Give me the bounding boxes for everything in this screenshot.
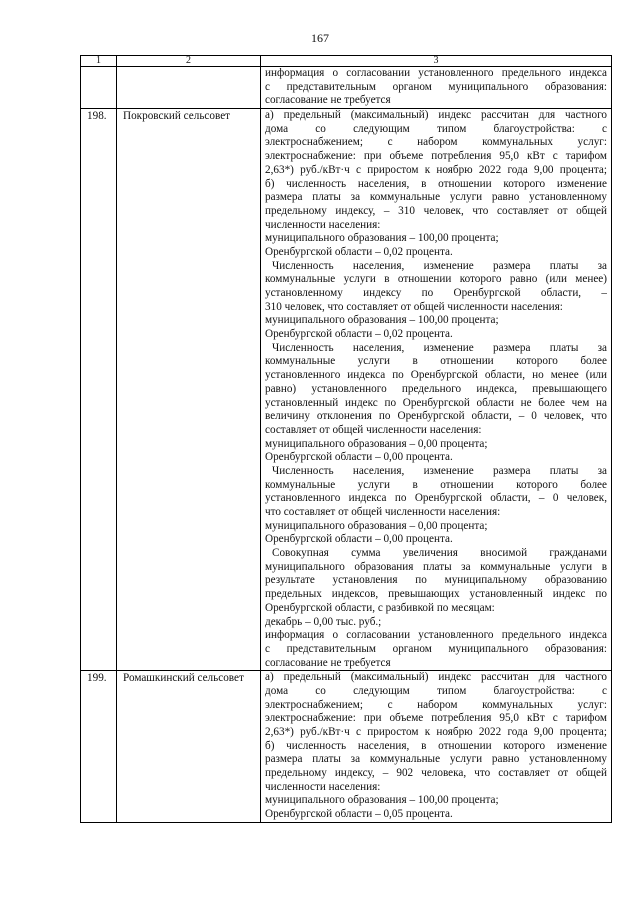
text-line: электроснабжение: при объеме потребления 95,0 кВт с тарифом	[265, 150, 607, 163]
text-line: дома со следующим типом благоустройства: с	[265, 122, 607, 135]
text-line: 2,63*) руб./кВт·ч с приростом к ноябрю 2022 года 9,00 процента;	[265, 163, 607, 176]
text-line: Оренбургской области – 0,02 процента.	[265, 245, 453, 258]
text-line: равно) установленного предельного индекса, превышающего	[265, 382, 607, 395]
text-line: информация о согласовании установленного предельного индекса	[265, 629, 607, 642]
table-header-row	[81, 56, 612, 67]
text-line: численности населения:	[265, 780, 381, 793]
text-line: предельному индексу, – 902 человека, что составляет от общей	[265, 767, 607, 780]
text-line: Оренбургской области – 0,00 процента.	[265, 533, 453, 546]
index-info-cell	[261, 67, 612, 109]
text-line: муниципального образования платы за коммунальные услуги в	[265, 560, 607, 573]
text-line: Совокупная сумма увеличения вносимой гражданами	[272, 547, 607, 560]
text-line: Оренбургской области – 0,02 процента.	[265, 328, 453, 341]
document-table	[80, 55, 612, 823]
text-line: Численность населения, изменение размера платы за	[272, 341, 607, 354]
table-row	[81, 67, 612, 109]
text-line: согласование не требуется	[265, 656, 391, 669]
text-line: дома со следующим типом благоустройства: с	[265, 684, 607, 697]
column-header: 1	[81, 56, 117, 67]
municipality-name: Покровский сельсовет	[117, 109, 261, 671]
text-line: размера платы за коммунальные услуги равно установленному	[265, 753, 607, 766]
text-line: с представительным органом муниципального образования:	[265, 642, 607, 655]
municipality-name	[117, 67, 261, 109]
text-line: информация о согласовании установленного предельного индекса	[265, 67, 607, 79]
text-line: Численность населения, изменение размера платы за	[272, 464, 607, 477]
text-line: Оренбургской области, с разбивкой по месяцам:	[265, 601, 495, 614]
text-line: установленный индекс по Оренбургской области не более чем на	[265, 396, 607, 409]
table-row	[81, 109, 612, 671]
row-number: 199.	[81, 671, 117, 823]
text-line: муниципального образования – 0,00 процента;	[265, 437, 488, 450]
column-header: 2	[117, 56, 261, 67]
text-line: размера платы за коммунальные услуги равно установленному	[265, 191, 607, 204]
text-line: установленному индексу по Оренбургской области, –	[265, 287, 607, 299]
text-line: а) предельный (максимальный) индекс рассчитан для частного	[265, 671, 607, 684]
text-line: коммунальные услуги в отношении которого более	[265, 355, 607, 368]
text-line: электроснабжение: при объеме потребления 95,0 кВт с тарифом	[265, 712, 607, 725]
text-line: декабрь – 0,00 тыс. руб.;	[265, 615, 382, 628]
text-line: Оренбургской области – 0,00 процента.	[265, 451, 453, 464]
text-line: электроснабжением; с набором коммунальных услуг:	[265, 136, 607, 149]
text-line: установленного индекса по Оренбургской области, но менее (или	[265, 369, 607, 382]
text-line: коммунальные услуги в отношении которого равно (или менее)	[265, 273, 607, 286]
text-line: муниципального образования – 100,00 процента;	[265, 232, 499, 245]
text-line: а) предельный (максимальный) индекс рассчитан для частного	[265, 109, 607, 122]
text-line: коммунальные услуги в отношении которого более	[265, 478, 607, 491]
text-line: величину отклонения по Оренбургской области, – 0 человек, что	[265, 410, 607, 423]
text-line: б) численность населения, в отношении которого изменение	[265, 739, 607, 752]
text-line: муниципального образования – 100,00 процента;	[265, 314, 499, 327]
text-line: муниципального образования – 100,00 процента;	[265, 794, 499, 807]
row-number: 198.	[81, 109, 117, 671]
text-line: предельных индексов, превышающих установленный индекс по	[265, 588, 607, 601]
text-line: численности населения:	[265, 218, 381, 231]
index-info-cell	[261, 109, 612, 671]
text-line: Численность населения, изменение размера платы за	[272, 259, 607, 272]
text-line: согласование не требуется	[265, 94, 391, 107]
table-row	[81, 671, 612, 823]
index-info-cell	[261, 671, 612, 823]
text-line: с представительным органом муниципального образования:	[265, 80, 607, 93]
text-line: установленного индекса по Оренбургской области, – 0 человек,	[265, 492, 607, 505]
page-number: 167	[311, 31, 329, 45]
text-line: 310 человек, что составляет от общей численности населения:	[265, 300, 563, 313]
text-line: результате установления по муниципальному образованию	[265, 574, 607, 587]
municipality-name: Ромашкинский сельсовет	[117, 671, 261, 823]
text-line: муниципального образования – 0,00 процента;	[265, 519, 488, 532]
text-line: электроснабжением; с набором коммунальных услуг:	[265, 698, 607, 711]
row-number	[81, 67, 117, 109]
text-line: 2,63*) руб./кВт·ч с приростом к ноябрю 2022 года 9,00 процента;	[265, 726, 607, 738]
text-line: б) численность населения, в отношении которого изменение	[265, 177, 607, 190]
text-line: что составляет от общей численности населения:	[265, 506, 501, 518]
text-line: составляет от общей численности населения:	[265, 423, 482, 436]
text-line: Оренбургской области – 0,05 процента.	[265, 808, 453, 821]
column-header: 3	[261, 56, 612, 67]
text-line: предельному индексу, – 310 человек, что составляет от общей	[265, 204, 607, 217]
